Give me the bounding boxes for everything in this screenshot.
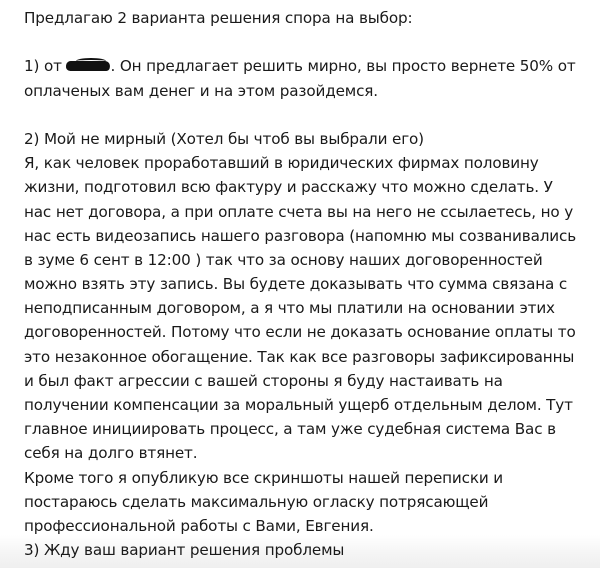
option2-line: себя на долго втянет. [24, 444, 198, 463]
option1-prefix: 1) от [24, 57, 67, 76]
option2-line: нас нет договора, а при оплате счета вы на него не ссылаетесь, но у [24, 202, 574, 221]
redacted-name-mark [66, 60, 110, 72]
option2-line: неподписанным договором, а я что мы платили на основании этих [24, 299, 555, 318]
option2-line: это незаконное обогащение. Так как все разговоры зафиксированны [24, 347, 575, 366]
option2-line: жизни, подготовил всю фактуру и расскажу что можно сделать. У [24, 178, 553, 197]
option2-line: нас есть видеозапись нашего разговора (напомню мы созванивались [24, 226, 577, 245]
option3-line: 3) Жду ваш вариант решения проблемы [24, 541, 345, 560]
option1-rest: . Он предлагает решить мирно, вы просто вернете 50% от [110, 57, 576, 76]
option2-line: Кроме того я опубликую все скриншоты нашей переписки и [24, 468, 503, 487]
blank-line [24, 30, 594, 54]
option2-line: постараюсь сделать максимальную огласку потрясающей [24, 492, 489, 511]
option1-line-2: оплаченых вам денег и на этом разойдемся. [24, 81, 378, 100]
option2-line: можно взять эту запись. Вы будете доказывать что сумма связана с [24, 275, 568, 294]
option2-heading: 2) Мой не мирный (Хотел бы чтоб вы выбрали его) [24, 129, 424, 148]
option2-line: профессиональной работы с Вами, Евгения. [24, 516, 374, 535]
option2-line: договоренностей. Потому что если не доказать основание оплаты то [24, 323, 576, 342]
option2-line: главное инициировать процесс, а там уже судебная система Вас в [24, 420, 556, 439]
intro-line: Предлагаю 2 варианта решения спора на выбор: [24, 9, 413, 27]
option2-line: получении компенсации за моральный ущерб отдельным делом. Тут [24, 396, 573, 414]
blank-line [24, 103, 594, 127]
option2-line: в зуме 6 сент в 12:00 ) так что за основу наших договоренностей [24, 250, 543, 269]
option2-line: и был факт агрессии с вашей стороны я буду настаивать на [24, 371, 503, 390]
message-text [24, 6, 594, 562]
option2-line: Я, как человек проработавший в юридических фирмах половину [24, 154, 539, 173]
option1-line-1 [24, 54, 594, 78]
